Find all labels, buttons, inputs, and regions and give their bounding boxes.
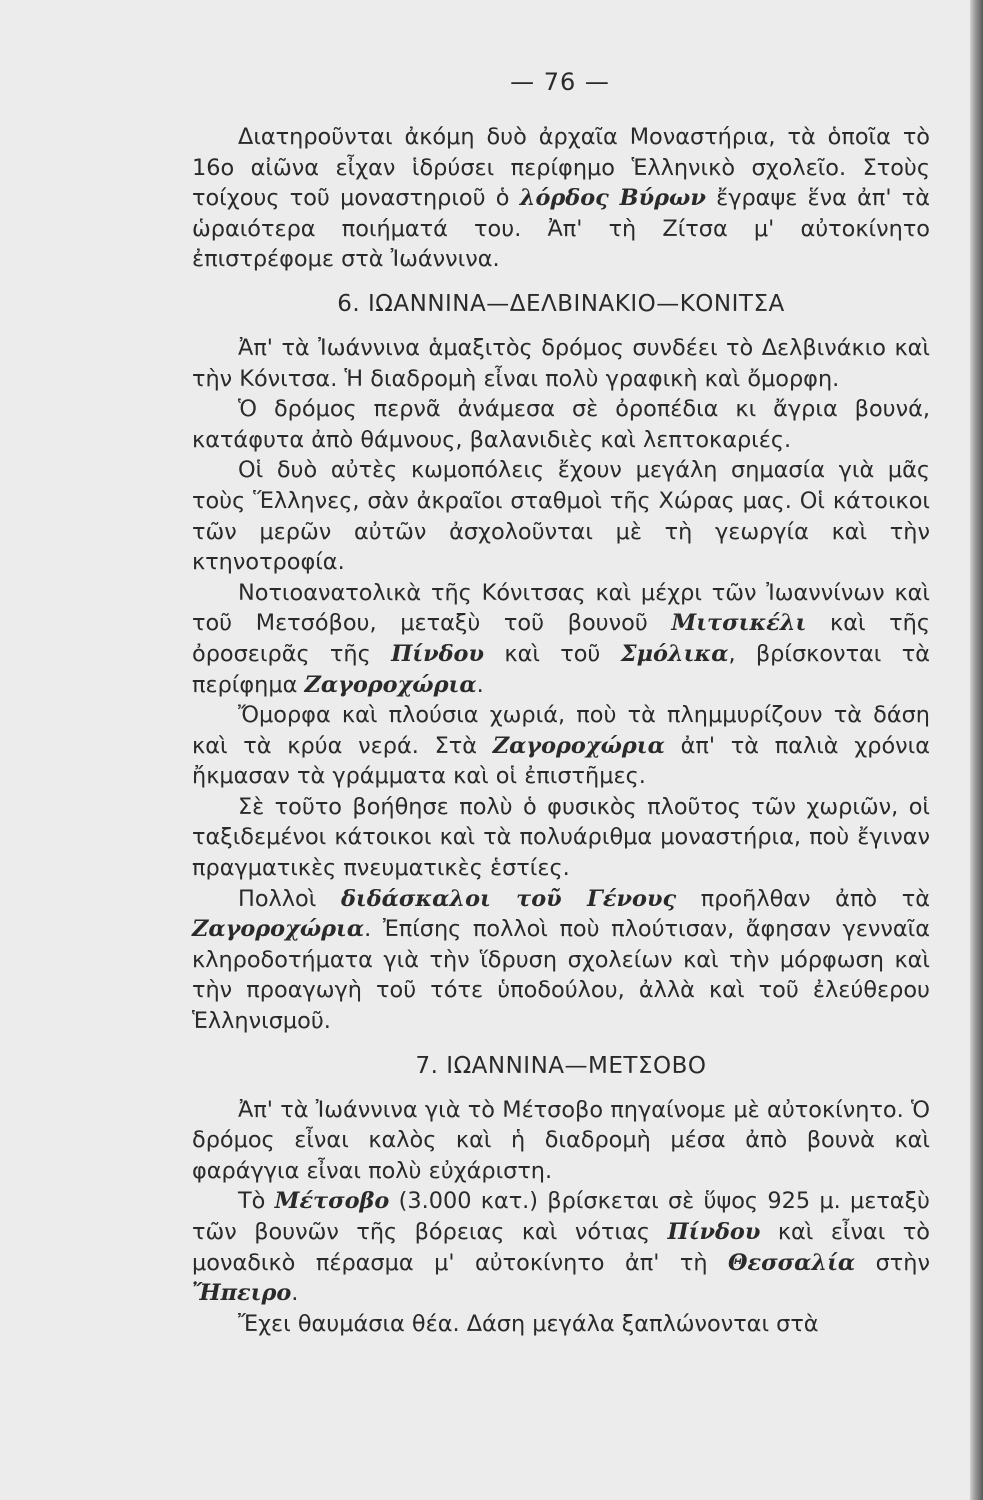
text-run: Πολλοὶ (238, 885, 341, 912)
text-run: Σὲ τοῦτο βοήθησε πολὺ ὁ φυσικὸς πλοῦτος τῶν χωριῶν, οἱ ταξιδεμένοι κάτοικοι καὶ τὰ πολυάριθμα μοναστήρια, ποὺ ἔγιναν πραγματικὲς πνευματικὲς ἑστίες. (192, 793, 930, 882)
text-run: Νοτιοανατολικὰ τῆς Κόνιτσας καὶ μέχρι τῶν Ἰωαννίνων καὶ τοῦ Μετσόβου, μεταξὺ τοῦ βουνοῦ (192, 579, 930, 637)
text-run: καὶ τοῦ (484, 640, 621, 667)
page-edge-shadow (970, 0, 983, 1500)
text-run: Ἔχει θαυμάσια θέα. Δάση μεγάλα ξαπλώνονται στὰ (238, 1310, 819, 1337)
emphasized-name: Ζαγοροχώρια (192, 916, 365, 943)
text-run: Τὸ (238, 1188, 275, 1215)
text-run: , βρίσκονται τὰ περίφημα (192, 640, 930, 698)
paragraph (192, 333, 930, 394)
emphasized-name: Ζαγοροχώρια (492, 732, 665, 759)
text-run: καὶ τῆς ὀροσειρᾶς τῆς (192, 610, 930, 667)
emphasized-name: Πίνδου (391, 640, 485, 667)
text-run: Διατηροῦνται ἀκόμη δυὸ ἀρχαῖα Μοναστήρια, τὰ ὁποῖα τὸ 16ο αἰῶνα εἶχαν ἱδρύσει περίφημο Ἑλληνικὸ σχολεῖο. Στοὺς τοίχους τοῦ μοναστηριοῦ ὁ (192, 124, 930, 212)
emphasized-name: Μέτσοβο (274, 1188, 390, 1215)
text-run: . (291, 1280, 299, 1307)
text-run: Ὁ δρόμος περνᾶ ἀνάμεσα σὲ ὀροπέδια κι ἄγρια βουνά, κατάφυτα ἀπὸ θάμνους, βαλανιδιὲς καὶ λεπτοκαριές. (192, 396, 930, 453)
text-run: Ἀπ' τὰ Ἰωάννινα ἁμαξιτὸς δρόμος συνδέει τὸ Δελβινάκιο καὶ τὴν Κόνιτσα. Ἡ διαδρομὴ εἶναι πολὺ γραφικὴ καὶ ὄμορφη. (192, 334, 930, 392)
text-run: ἀπ' τὰ παλιὰ χρόνια ἤκμασαν τὰ γράμματα καὶ οἱ ἐπιστῆμες. (192, 732, 930, 790)
emphasized-name: Ἤπειρο (192, 1280, 292, 1307)
paragraph (192, 394, 930, 455)
paragraph (192, 122, 930, 275)
paragraph (192, 1095, 930, 1187)
page-number: — 76 — (510, 68, 610, 96)
emphasized-name: Σμόλικα (620, 640, 729, 667)
text-run: (3.000 κατ.) βρίσκεται σὲ ὕψος 925 μ. μεταξὺ τῶν βουνῶν τῆς βόρειας καὶ νότιας (192, 1188, 931, 1245)
paragraph (192, 1186, 930, 1308)
paragraph (192, 578, 930, 700)
emphasized-name: Πίνδου (667, 1219, 761, 1245)
text-run: ἔγραψε ἕνα ἀπ' τὰ ὡραιότερα ποιήματά του. Ἀπ' τὴ Ζίτσα μ' αὐτοκίνητο ἐπιστρέφομε στὰ Ἰωάννινα. (192, 185, 930, 273)
emphasized-name: διδάσκαλοι τοῦ Γένους (340, 885, 677, 912)
emphasized-name: Θεσσαλία (728, 1249, 856, 1276)
text-run: Οἱ δυὸ αὐτὲς κωμοπόλεις ἔχουν μεγάλη σημασία γιὰ μᾶς τοὺς Ἕλληνες, σὰν ἀκραῖοι σταθμοὶ τῆς Χώρας μας. Οἱ κάτοικοι τῶν μερῶν αὐτῶν ἀσχολοῦνται μὲ τὴ γεωργία καὶ τὴν κτηνοτροφία. (192, 457, 930, 576)
text-run: . Ἐπίσης πολλοὶ ποὺ πλούτισαν, ἄφησαν γενναῖα κληροδοτήματα γιὰ τὴν ἵδρυση σχολείων καὶ τὴν μόρφωση καὶ τὴν προαγωγὴ τοῦ τότε ὑποδούλου, ἀλλὰ καὶ τοῦ ἐλεύθερου Ἑλληνισμοῦ. (192, 916, 930, 1035)
text-run: προῆλθαν ἀπὸ τὰ (676, 885, 930, 912)
paragraph (192, 700, 930, 792)
paragraph (192, 1309, 930, 1340)
paragraph (192, 884, 930, 1037)
text-run: Ἀπ' τὰ Ἰωάννινα γιὰ τὸ Μέτσοβο πηγαίνομε μὲ αὐτοκίνητο. Ὁ δρόμος εἶναι καλὸς καὶ ἡ διαδρομὴ μέσα ἀπὸ βουνὰ καὶ φαράγγια εἶναι πολὺ εὐχάριστη. (192, 1096, 930, 1184)
text-run: στὴν (855, 1249, 930, 1276)
paragraph (192, 792, 930, 884)
text-run: καὶ εἶναι τὸ μοναδικὸ πέρασμα μ' αὐτοκίνητο ἀπ' τὴ (192, 1219, 930, 1276)
emphasized-name: Ζαγοροχώρια (304, 671, 477, 698)
page-text (192, 122, 930, 1339)
emphasized-name: Μιτσικέλι (671, 610, 807, 637)
text-run: Ὄμορφα καὶ πλούσια χωριά, ποὺ τὰ πλημμυρίζουν τὰ δάση καὶ τὰ κρύα νερά. Στὰ (192, 702, 930, 759)
section-heading: 7. ΙΩΑΝΝΙΝΑ—ΜΕΤΣΟΒΟ (415, 1052, 707, 1079)
text-run: . (476, 671, 484, 698)
emphasized-name: λόρδος Βύρων (519, 185, 706, 212)
section-heading: 6. ΙΩΑΝΝΙΝΑ—ΔΕΛΒΙΝΑΚΙΟ—ΚΟΝΙΤΣΑ (337, 290, 785, 317)
paragraph (192, 455, 930, 577)
